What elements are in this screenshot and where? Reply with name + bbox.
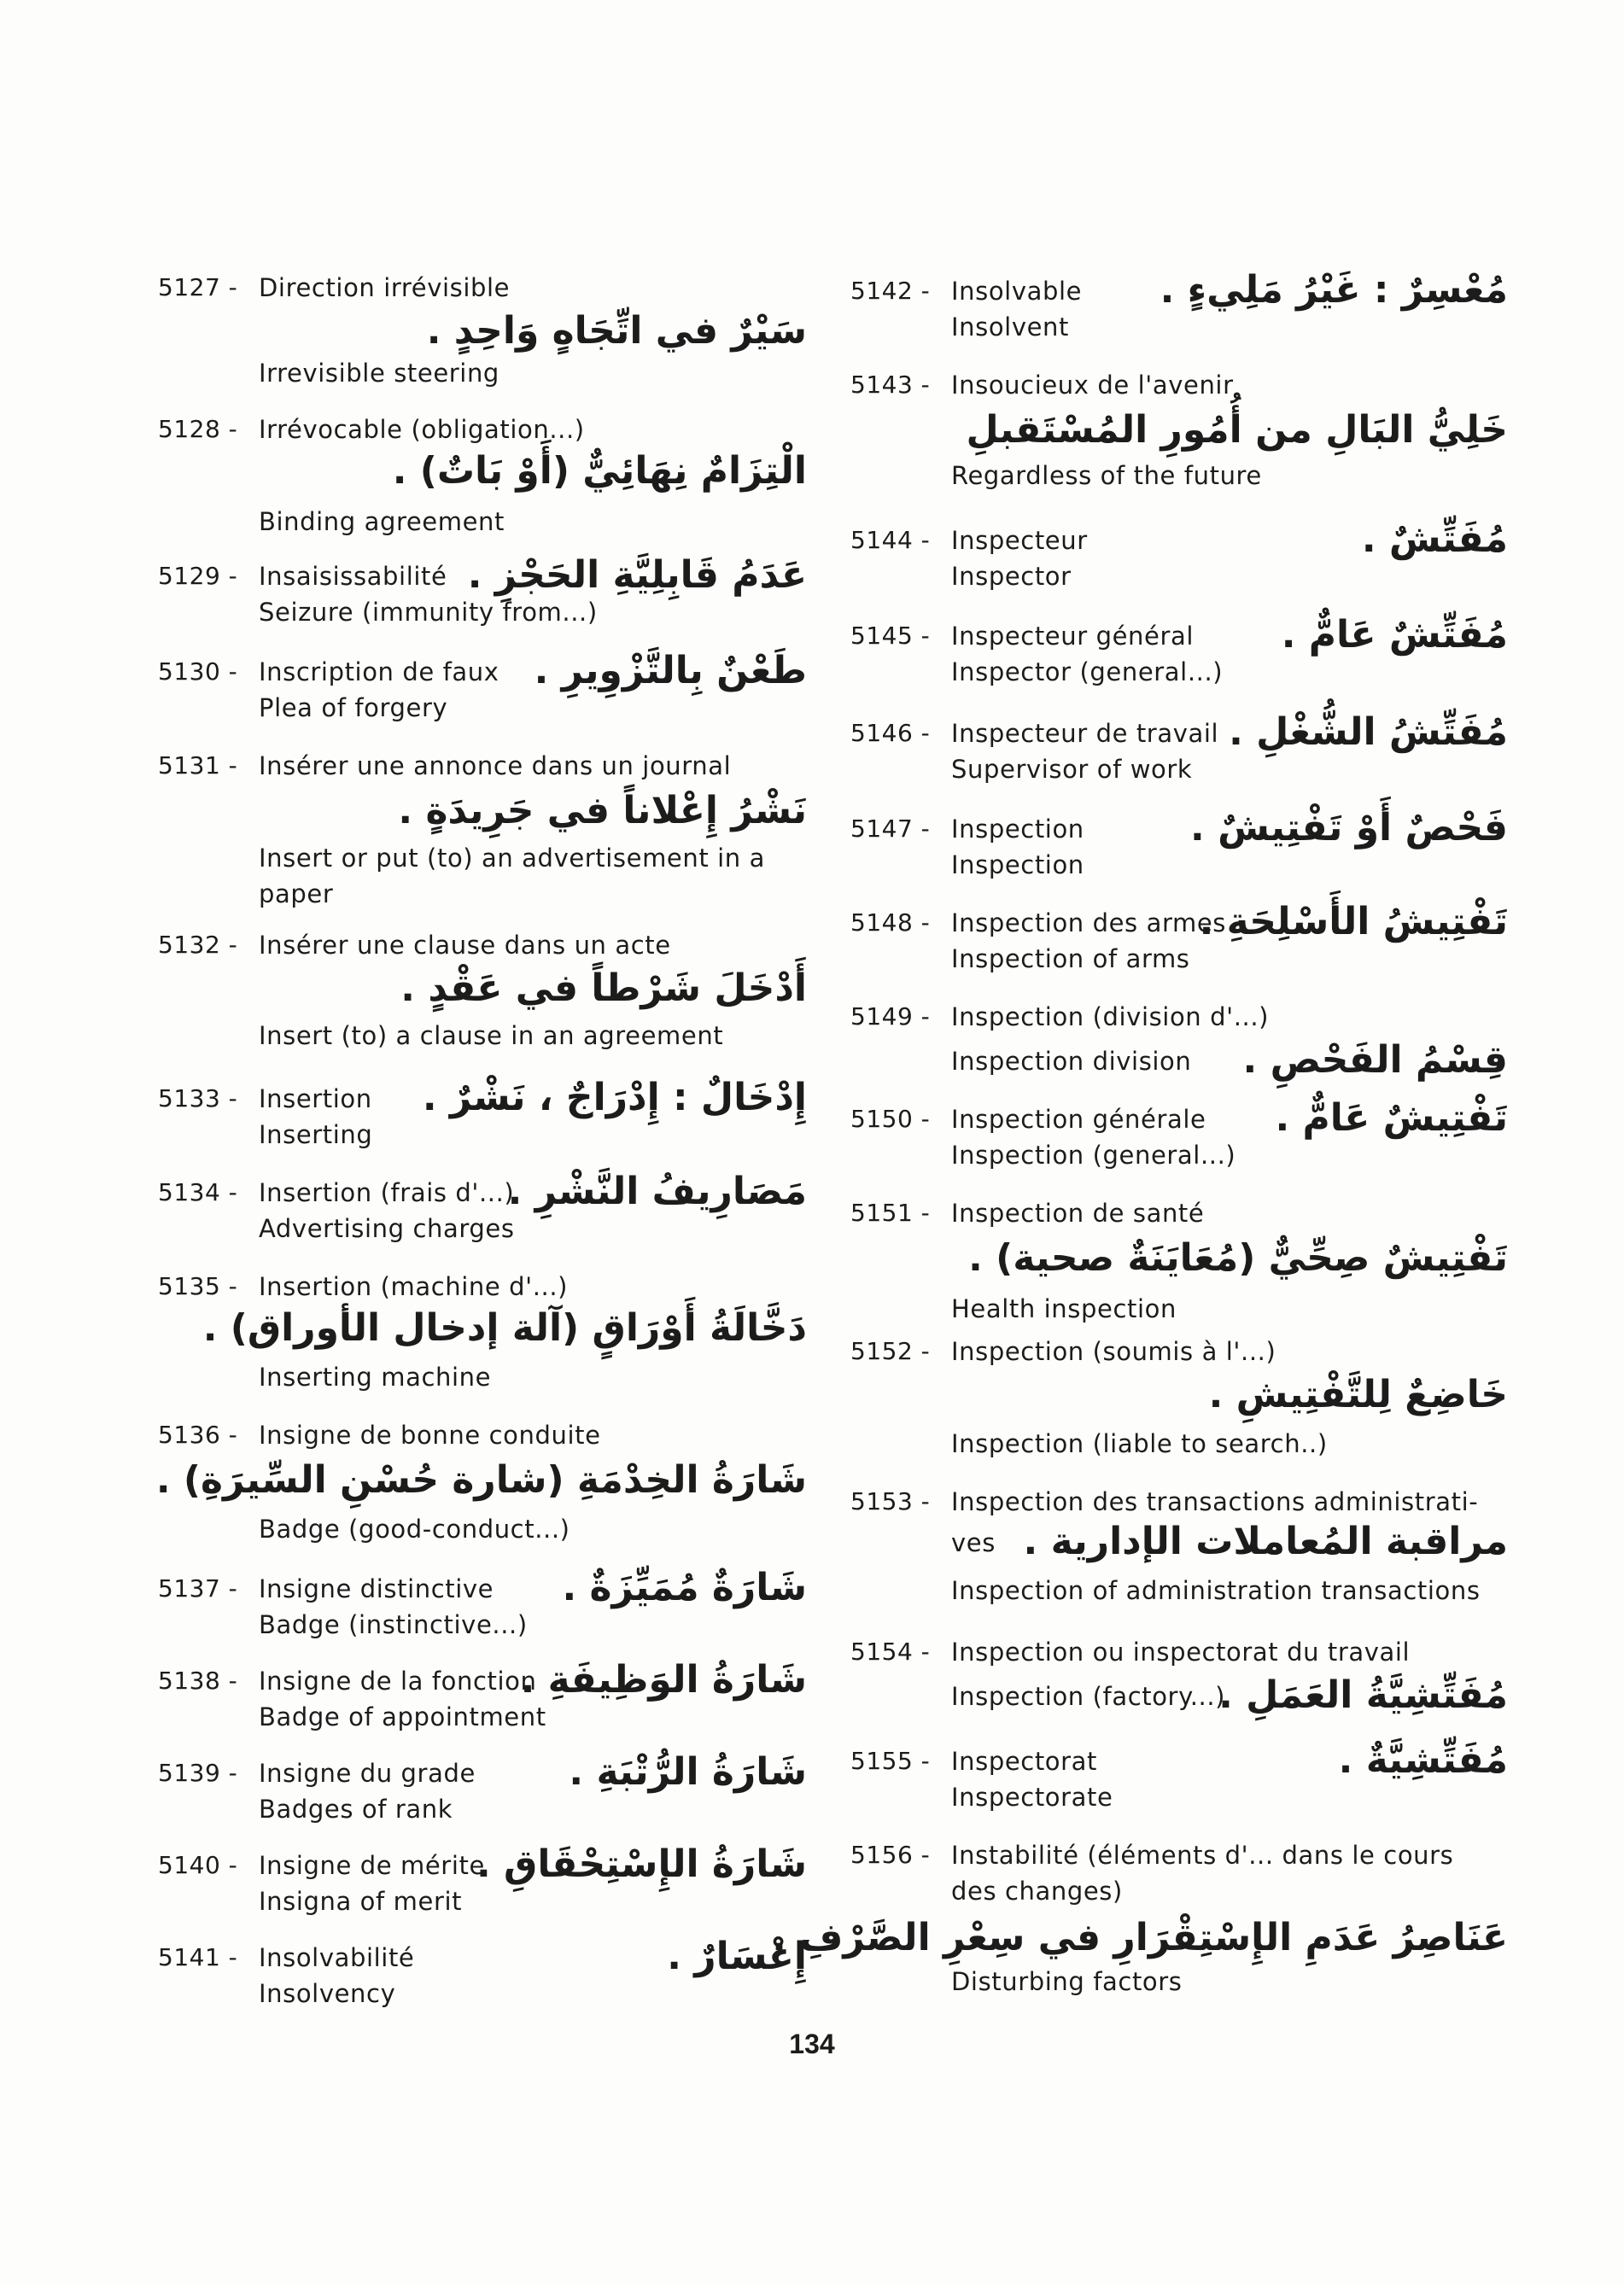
english-term: Badge (good-conduct...) xyxy=(259,1515,570,1544)
entry-number: 5149 - xyxy=(850,1002,931,1031)
arabic-term: عَدَمُ قَابِلِيَّةِ الحَجْزِ . xyxy=(467,553,807,597)
english-term: Insigna of merit xyxy=(259,1887,463,1916)
entry-number: 5136 - xyxy=(158,1421,238,1449)
french-term: Insolvable xyxy=(951,277,1083,306)
french-term: Inspection des transactions administrati- xyxy=(951,1487,1479,1516)
french-term: Insigne du grade xyxy=(259,1759,476,1788)
arabic-term: شَارَةٌ مُمَيِّزَةٌ . xyxy=(562,1566,807,1609)
entry-number: 5133 - xyxy=(158,1084,238,1112)
french-term: Direction irrévisible xyxy=(259,273,511,302)
french-term: Inspecteur de travail xyxy=(951,719,1219,748)
entry-number: 5130 - xyxy=(158,657,238,686)
entry-number: 5147 - xyxy=(850,815,931,843)
english-term: Insolvency xyxy=(259,1979,396,2008)
english-term: Inspection xyxy=(951,850,1084,879)
french-term: Inspection (division d'...) xyxy=(951,1002,1270,1031)
french-term: Insolvabilité xyxy=(259,1943,415,1972)
english-term: Inspection (factory...) xyxy=(951,1682,1226,1711)
english-term: Binding agreement xyxy=(259,507,505,536)
arabic-term: تَفْتِيشٌ صِحِّيٌّ (مُعَايَنَةٌ صحية) . xyxy=(968,1236,1508,1280)
english-term: Seizure (immunity from...) xyxy=(259,598,598,627)
english-term: Badges of rank xyxy=(259,1795,453,1824)
french-term: Inspection ou inspectorat du travail xyxy=(951,1638,1411,1667)
french-term-continued: ves xyxy=(951,1528,996,1557)
arabic-term: طَعْنٌ بِالتَّزْوِيرِ . xyxy=(534,649,807,692)
arabic-term: مُعْسِرٌ : غَيْرُ مَلِيءٍ . xyxy=(1160,268,1508,312)
french-term: Instabilité (éléments d'... dans le cours xyxy=(951,1841,1454,1870)
arabic-term: عَنَاصِرُ عَدَمِ الإِسْتِقْرَارِ في سِعْرِ الصَّرْفِ . xyxy=(772,1916,1508,1959)
english-term: Supervisor of work xyxy=(951,755,1193,784)
english-term: Inspection division xyxy=(951,1047,1192,1076)
entry-number: 5144 - xyxy=(850,526,931,554)
english-term: Inserting xyxy=(259,1120,373,1149)
french-term: Insérer une clause dans un acte xyxy=(259,931,671,960)
entry-number: 5154 - xyxy=(850,1638,931,1666)
french-term-continued: des changes) xyxy=(951,1877,1123,1906)
english-term: Inspector (general...) xyxy=(951,657,1224,686)
arabic-term: مَصَارِيفُ النَّشْرِ . xyxy=(507,1170,807,1213)
french-term: Inspectorat xyxy=(951,1747,1098,1776)
english-term: Inspection (liable to search..) xyxy=(951,1429,1328,1458)
arabic-term: مُفَتِّشِيَّةُ العَمَلِ . xyxy=(1218,1673,1508,1717)
entry-number: 5146 - xyxy=(850,719,931,747)
arabic-term: خَاضِعٌ لِلتَّفْتِيشِ . xyxy=(1208,1373,1508,1416)
french-term: Inspection des armes xyxy=(951,908,1226,937)
english-term: Insert or put (to) an advertisement in a xyxy=(259,844,765,873)
english-term: Insolvent xyxy=(951,312,1069,342)
french-term: Insigne de mérite xyxy=(259,1851,485,1880)
english-term: Insert (to) a clause in an agreement xyxy=(259,1021,724,1050)
english-term: Health inspection xyxy=(951,1294,1177,1323)
arabic-term: الْتِزَامٌ نِهَائِيٌّ (أَوْ بَاتٌ) . xyxy=(392,449,807,493)
entry-number: 5148 - xyxy=(850,908,931,937)
french-term: Irrévocable (obligation...) xyxy=(259,415,585,444)
arabic-term: شَارَةُ الإِسْتِحْقَاقِ . xyxy=(476,1842,807,1886)
entry-number: 5151 - xyxy=(850,1199,931,1227)
entry-number: 5135 - xyxy=(158,1272,238,1300)
french-term: Insertion (frais d'...) xyxy=(259,1178,515,1207)
english-term: paper xyxy=(259,879,334,908)
entry-number: 5140 - xyxy=(158,1851,238,1879)
entry-number: 5134 - xyxy=(158,1178,238,1206)
arabic-term: مُفَتِّشُ الشُّغْلِ . xyxy=(1229,710,1508,754)
french-term: Insigne de la fonction xyxy=(259,1667,537,1696)
english-term: Badge of appointment xyxy=(259,1702,546,1731)
english-term: Inspection of administration transactions xyxy=(951,1576,1481,1605)
french-term: Inspecteur xyxy=(951,526,1088,555)
entry-number: 5132 - xyxy=(158,931,238,959)
entry-number: 5137 - xyxy=(158,1574,238,1603)
arabic-term: شَارَةُ الرُّتْبَةِ . xyxy=(569,1750,807,1794)
arabic-term: قِسْمُ الفَحْصِ . xyxy=(1242,1038,1508,1082)
entry-number: 5131 - xyxy=(158,751,238,779)
french-term: Inspection xyxy=(951,815,1084,844)
french-term: Insigne distinctive xyxy=(259,1574,494,1603)
english-term: Inspector xyxy=(951,562,1072,591)
english-term: Badge (instinctive...) xyxy=(259,1610,528,1639)
entry-number: 5142 - xyxy=(850,277,931,305)
arabic-term: شَارَةُ الخِدْمَةِ (شارة حُسْنِ السِّيرَةِ) . xyxy=(155,1458,807,1502)
arabic-term: مُفَتِّشِيَّةٌ . xyxy=(1338,1738,1508,1782)
french-term: Insérer une annonce dans un journal xyxy=(259,751,732,780)
entry-number: 5150 - xyxy=(850,1105,931,1133)
arabic-term: شَارَةُ الوَظِيفَةِ . xyxy=(520,1658,807,1702)
arabic-term: مُفَتِّشٌ . xyxy=(1361,517,1508,561)
english-term: Plea of forgery xyxy=(259,693,448,722)
arabic-term: تَفْتِيشُ الأَسْلِحَةِ . xyxy=(1199,900,1508,943)
french-term: Insigne de bonne conduite xyxy=(259,1421,601,1450)
entry-number: 5138 - xyxy=(158,1667,238,1695)
arabic-term: نَشْرُ إِعْلاناً في جَرِيدَةٍ . xyxy=(398,789,807,832)
english-term: Advertising charges xyxy=(259,1214,515,1243)
french-term: Insertion (machine d'...) xyxy=(259,1272,569,1301)
french-term: Insaisissabilité xyxy=(259,562,447,591)
french-term: Insoucieux de l'avenir xyxy=(951,371,1234,400)
french-term: Inspecteur général xyxy=(951,622,1194,651)
english-term: Inserting machine xyxy=(259,1363,492,1392)
english-term: Disturbing factors xyxy=(951,1967,1183,1996)
entry-number: 5156 - xyxy=(850,1841,931,1869)
english-term: Inspectorate xyxy=(951,1783,1113,1812)
entry-number: 5145 - xyxy=(850,622,931,650)
entry-number: 5127 - xyxy=(158,273,238,301)
arabic-term: سَيْرٌ في اتِّجَاهٍ وَاحِدٍ . xyxy=(426,309,807,353)
page-number: 134 xyxy=(789,2029,835,2059)
arabic-term: تَفْتِيشٌ عَامٌّ . xyxy=(1275,1096,1508,1140)
entry-number: 5153 - xyxy=(850,1487,931,1515)
french-term: Inspection (soumis à l'...) xyxy=(951,1337,1276,1366)
entry-number: 5152 - xyxy=(850,1337,931,1365)
arabic-term: مُفَتِّشٌ عَامٌّ . xyxy=(1281,613,1508,657)
entry-number: 5128 - xyxy=(158,415,238,443)
entry-number: 5141 - xyxy=(158,1943,238,1971)
entry-number: 5155 - xyxy=(850,1747,931,1775)
english-term: Irrevisible steering xyxy=(259,359,499,388)
arabic-term: مراقبة المُعاملات الإدارية . xyxy=(1023,1520,1508,1563)
french-term: Inscription de faux xyxy=(259,657,499,686)
arabic-term: خَلِيُّ البَالِ من أُمُورِ المُسْتَقبلِ xyxy=(966,408,1508,452)
arabic-term: فَحْصٌ أَوْ تَفْتِيشٌ . xyxy=(1190,806,1508,850)
english-term: Regardless of the future xyxy=(951,461,1262,490)
english-term: Inspection (general...) xyxy=(951,1141,1236,1170)
arabic-term: إِدْخَالٌ : إِدْرَاجٌ ، نَشْرٌ . xyxy=(422,1076,807,1119)
french-term: Inspection générale xyxy=(951,1105,1206,1134)
entry-number: 5143 - xyxy=(850,371,931,399)
arabic-term: دَخَّالَةُ أَوْرَاقٍ (آلة إدخال الأوراق) . xyxy=(202,1306,807,1350)
french-term: Insertion xyxy=(259,1084,372,1113)
french-term: Inspection de santé xyxy=(951,1199,1205,1228)
entry-number: 5139 - xyxy=(158,1759,238,1787)
arabic-term: أَدْخَلَ شَرْطاً في عَقْدٍ . xyxy=(400,966,807,1010)
english-term: Inspection of arms xyxy=(951,944,1190,973)
entry-number: 5129 - xyxy=(158,562,238,590)
arabic-term: إِعْسَارٌ . xyxy=(667,1935,807,1978)
